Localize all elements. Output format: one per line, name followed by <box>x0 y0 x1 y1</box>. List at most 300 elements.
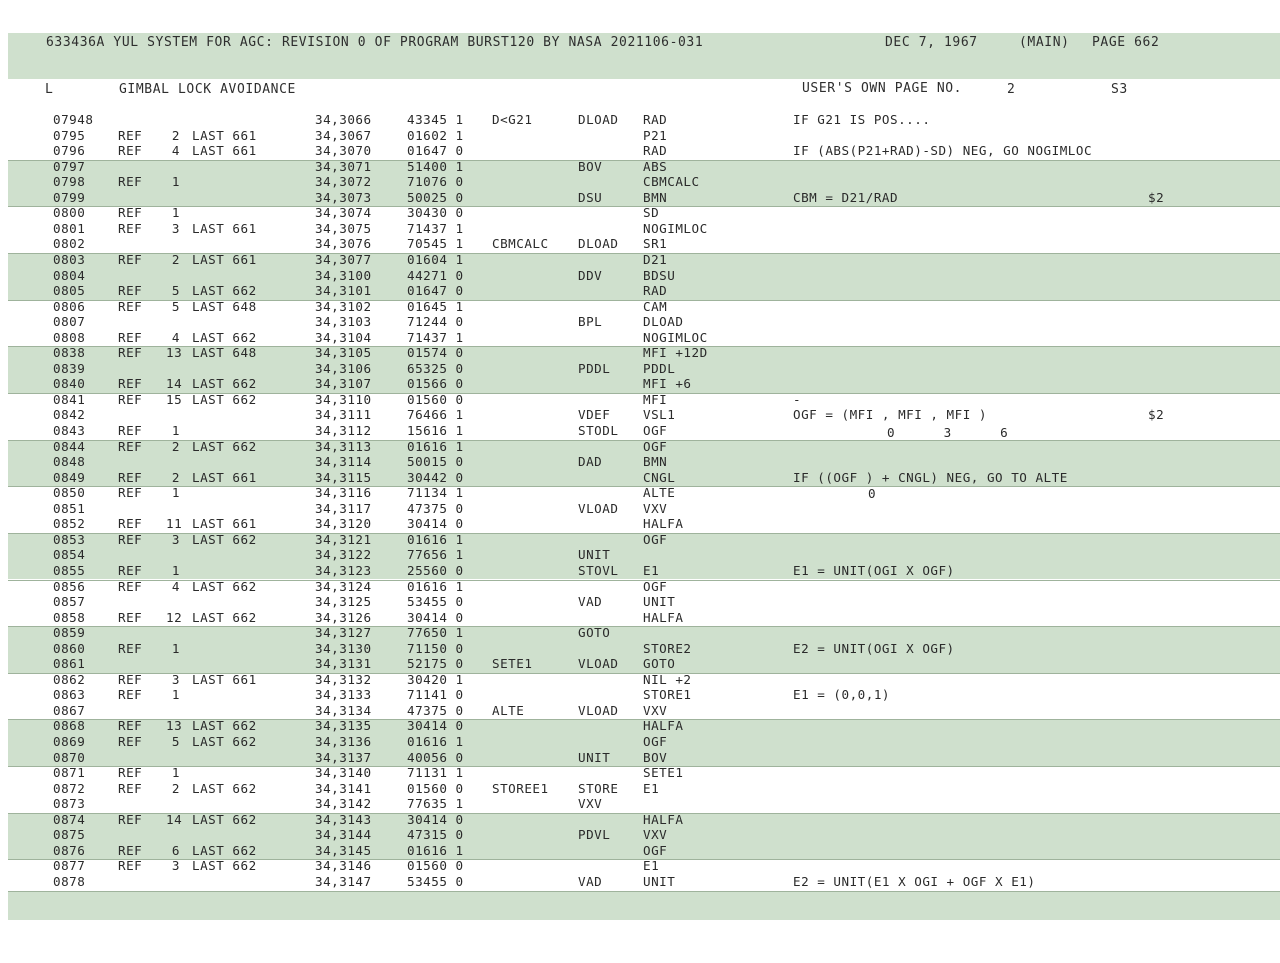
ref-keyword: REF <box>118 718 143 734</box>
ref-keyword: REF <box>118 687 143 703</box>
listing-row <box>0 594 1280 610</box>
octal-code: 71437 1 <box>407 220 464 236</box>
opcode: VLOAD <box>578 702 619 718</box>
opcode: VXV <box>578 796 603 812</box>
address: 34,3071 <box>315 158 372 174</box>
seq-number: 0843 <box>53 423 86 438</box>
octal-code: 01602 1 <box>407 127 464 143</box>
address: 34,3070 <box>315 143 372 159</box>
operand: RAD <box>643 143 668 159</box>
comment: E2 = UNIT(E1 X OGI + OGF X E1) <box>793 873 1036 889</box>
ref-keyword: REF <box>118 609 143 625</box>
operand: MFI <box>643 391 668 407</box>
address: 34,3141 <box>315 780 372 796</box>
ref-keyword: REF <box>118 469 143 485</box>
ref-number: 1 <box>171 687 180 703</box>
address: 34,3103 <box>315 314 372 330</box>
ref-number: 4 <box>171 143 180 159</box>
listing-row <box>0 252 1280 268</box>
operand: OGF <box>643 438 668 454</box>
octal-code: 01560 0 <box>407 391 464 407</box>
opcode: BPL <box>578 314 603 330</box>
opcode: PDVL <box>578 827 611 843</box>
operand: STORE1 <box>643 687 692 703</box>
address: 34,3125 <box>315 594 372 610</box>
address: 34,3143 <box>315 811 372 827</box>
last-page-ref: LAST 661 <box>192 516 257 532</box>
address: 34,3124 <box>315 578 372 594</box>
operand: BMN <box>643 189 668 205</box>
seq-number: 0861 <box>53 656 86 672</box>
operand: VXV <box>643 500 668 516</box>
octal-code: 70545 1 <box>407 236 464 252</box>
seq-number: 0851 <box>53 500 86 516</box>
address: 34,3075 <box>315 220 372 236</box>
listing-row <box>0 796 1280 812</box>
header-page: PAGE 662 <box>1092 35 1160 50</box>
listing-row <box>0 858 1280 874</box>
address: 34,3132 <box>315 671 372 687</box>
ref-keyword: REF <box>118 671 143 687</box>
ref-number: 1 <box>171 485 180 501</box>
header-title: 633436A YUL SYSTEM FOR AGC: REVISION 0 OF PROGRAM BURST120 BY NASA 2021106-031 <box>46 35 704 50</box>
ref-keyword: REF <box>118 531 143 547</box>
listing-row <box>0 516 1280 532</box>
ref-number: 2 <box>171 127 180 143</box>
seq-number: 0844 <box>53 438 86 454</box>
octal-code: 43345 1 <box>407 112 464 127</box>
last-page-ref: LAST 662 <box>192 578 257 594</box>
octal-code: 71134 1 <box>407 485 464 501</box>
comment: E2 = UNIT(OGI X OGF) <box>793 640 955 656</box>
users-page-number: 2 <box>1007 82 1016 97</box>
ref-number: 13 <box>166 345 183 361</box>
ref-keyword: REF <box>118 127 143 143</box>
comment: E1 = (0,0,1) <box>793 687 890 703</box>
operand: SETE1 <box>643 765 684 781</box>
ref-number: 2 <box>171 469 180 485</box>
ref-keyword: REF <box>118 283 143 299</box>
operand: ALTE <box>643 485 676 501</box>
octal-code: 44271 0 <box>407 267 464 283</box>
comment: - <box>793 391 802 407</box>
seq-number: 0808 <box>53 329 86 345</box>
ref-keyword: REF <box>118 734 143 749</box>
ref-keyword: REF <box>118 423 143 438</box>
listing-row <box>0 439 1280 455</box>
ref-number: 14 <box>166 376 183 392</box>
octal-code: 71244 0 <box>407 314 464 330</box>
octal-code: 47315 0 <box>407 827 464 843</box>
address: 34,3127 <box>315 625 372 641</box>
operand: RAD <box>643 283 668 299</box>
listing-row <box>0 703 1280 719</box>
operand: PDDL <box>643 360 676 376</box>
address: 34,3147 <box>315 873 372 889</box>
operand: E1 <box>643 780 660 796</box>
octal-code: 30414 0 <box>407 516 464 532</box>
operand: DLOAD <box>643 314 684 330</box>
address: 34,3144 <box>315 827 372 843</box>
octal-code: 01566 0 <box>407 376 464 392</box>
seq-number: 0878 <box>53 873 86 889</box>
seq-number: 0802 <box>53 236 86 252</box>
statement-label: CBMCALC <box>492 236 549 252</box>
listing-row <box>0 454 1280 470</box>
address: 34,3115 <box>315 469 372 485</box>
last-page-ref: LAST 662 <box>192 283 257 299</box>
listing-row <box>0 672 1280 688</box>
address: 34,3135 <box>315 718 372 734</box>
last-page-ref: LAST 662 <box>192 780 257 796</box>
ref-keyword: REF <box>118 780 143 796</box>
opcode: STORE <box>578 780 619 796</box>
ref-number: 1 <box>171 423 180 438</box>
ref-number: 15 <box>166 391 183 407</box>
seq-number: 0871 <box>53 765 86 781</box>
seq-number: 0842 <box>53 407 86 423</box>
address: 34,3100 <box>315 267 372 283</box>
section-title: GIMBAL LOCK AVOIDANCE <box>119 82 296 97</box>
octal-code: 76466 1 <box>407 407 464 423</box>
address: 34,3145 <box>315 842 372 858</box>
last-page-ref: LAST 661 <box>192 127 257 143</box>
opcode: UNIT <box>578 547 611 563</box>
comment: IF ((OGF ) + CNGL) NEG, GO TO ALTE <box>793 469 1068 485</box>
ref-number: 4 <box>171 329 180 345</box>
ref-keyword: REF <box>118 251 143 267</box>
operand: BDSU <box>643 267 676 283</box>
seq-number: 0801 <box>53 220 86 236</box>
listing-row <box>0 610 1280 626</box>
operand: CNGL <box>643 469 676 485</box>
ref-number: 5 <box>171 298 180 314</box>
address: 34,3133 <box>315 687 372 703</box>
ref-number: 2 <box>171 251 180 267</box>
listing-row <box>0 563 1280 579</box>
listing-row <box>0 641 1280 657</box>
operand: MFI +6 <box>643 376 692 392</box>
seq-number: 0875 <box>53 827 86 843</box>
octal-code: 50025 0 <box>407 189 464 205</box>
opcode: VLOAD <box>578 656 619 672</box>
dollar-marker: $2 <box>1148 407 1165 423</box>
ref-number: 13 <box>166 718 183 734</box>
listing-row <box>0 143 1280 159</box>
ref-number: 3 <box>171 671 180 687</box>
listing-row <box>0 174 1280 190</box>
mfi-subscripts: 0 3 6 <box>887 425 1009 440</box>
seq-number: 0870 <box>53 749 86 765</box>
listing-row <box>0 718 1280 734</box>
seq-number: 0840 <box>53 376 86 392</box>
listing-row <box>0 159 1280 175</box>
octal-code: 77656 1 <box>407 547 464 563</box>
listing-row <box>0 392 1280 408</box>
last-page-ref: LAST 662 <box>192 329 257 345</box>
seq-number: 0877 <box>53 858 86 874</box>
seq-number: 0798 <box>53 174 86 190</box>
listing-row <box>0 345 1280 361</box>
operand: OGF <box>643 734 668 749</box>
opcode: VAD <box>578 594 603 610</box>
ref-keyword: REF <box>118 842 143 858</box>
seq-number: 0872 <box>53 780 86 796</box>
operand: NIL +2 <box>643 671 692 687</box>
last-page-ref: LAST 661 <box>192 251 257 267</box>
listing-row <box>0 812 1280 828</box>
seq-number: 0838 <box>53 345 86 361</box>
octal-code: 30414 0 <box>407 718 464 734</box>
octal-code: 71437 1 <box>407 329 464 345</box>
ref-number: 14 <box>166 811 183 827</box>
last-page-ref: LAST 662 <box>192 376 257 392</box>
opcode: DAD <box>578 454 603 470</box>
address: 34,3126 <box>315 609 372 625</box>
address: 34,3136 <box>315 734 372 749</box>
octal-code: 01560 0 <box>407 780 464 796</box>
seq-number: 0850 <box>53 485 86 501</box>
listing-row <box>0 625 1280 641</box>
octal-code: 01616 1 <box>407 438 464 454</box>
ref-keyword: REF <box>118 640 143 656</box>
address: 34,3105 <box>315 345 372 361</box>
address: 34,3116 <box>315 485 372 501</box>
operand: D21 <box>643 251 668 267</box>
last-page-ref: LAST 662 <box>192 609 257 625</box>
listing-row <box>0 547 1280 563</box>
ref-number: 6 <box>171 842 180 858</box>
seq-number: 0804 <box>53 267 86 283</box>
octal-code: 01616 1 <box>407 578 464 594</box>
statement-label: SETE1 <box>492 656 533 672</box>
octal-code: 53455 0 <box>407 594 464 610</box>
ref-keyword: REF <box>118 376 143 392</box>
listing-row <box>0 656 1280 672</box>
octal-code: 65325 0 <box>407 360 464 376</box>
octal-code: 01616 1 <box>407 842 464 858</box>
last-page-ref: LAST 662 <box>192 858 257 874</box>
address: 34,3114 <box>315 454 372 470</box>
last-page-ref: LAST 661 <box>192 220 257 236</box>
address: 34,3111 <box>315 407 372 423</box>
listing-row <box>0 687 1280 703</box>
address: 34,3121 <box>315 531 372 547</box>
ref-keyword: REF <box>118 174 143 190</box>
ref-keyword: REF <box>118 329 143 345</box>
address: 34,3072 <box>315 174 372 190</box>
address: 34,3123 <box>315 562 372 578</box>
users-page-label: USER'S OWN PAGE NO. <box>802 81 963 96</box>
address: 34,3131 <box>315 656 372 672</box>
comment: IF (ABS(P21+RAD)-SD) NEG, GO NOGIMLOC <box>793 143 1093 159</box>
listing-row <box>0 268 1280 284</box>
seq-number: 0873 <box>53 796 86 812</box>
seq-number: 0855 <box>53 562 86 578</box>
listing-row <box>0 361 1280 377</box>
listing-row <box>0 112 1280 128</box>
octal-code: 25560 0 <box>407 562 464 578</box>
opcode: STODL <box>578 423 619 438</box>
seq-number: 0803 <box>53 251 86 267</box>
listing-row <box>0 205 1280 221</box>
ref-keyword: REF <box>118 391 143 407</box>
listing-row <box>0 750 1280 766</box>
operand: HALFA <box>643 609 684 625</box>
octal-code: 47375 0 <box>407 702 464 718</box>
seq-number: 0841 <box>53 391 86 407</box>
listing-row <box>0 236 1280 252</box>
octal-code: 01616 1 <box>407 531 464 547</box>
listing-row <box>0 299 1280 315</box>
footer-band <box>8 892 1280 920</box>
comment: IF G21 IS POS.... <box>793 112 931 127</box>
octal-code: 52175 0 <box>407 656 464 672</box>
operand: SR1 <box>643 236 668 252</box>
octal-code: 30442 0 <box>407 469 464 485</box>
octal-code: 71150 0 <box>407 640 464 656</box>
octal-code: 01647 0 <box>407 283 464 299</box>
operand: CBMCALC <box>643 174 700 190</box>
statement-label: D<G21 <box>492 112 533 127</box>
octal-code: 15616 1 <box>407 423 464 438</box>
operand: RAD <box>643 112 668 127</box>
listing-row <box>0 765 1280 781</box>
operand: OGF <box>643 531 668 547</box>
octal-code: 77650 1 <box>407 625 464 641</box>
ref-number: 5 <box>171 283 180 299</box>
ref-number: 1 <box>171 765 180 781</box>
seq-number: 0862 <box>53 671 86 687</box>
octal-code: 47375 0 <box>407 500 464 516</box>
operand: HALFA <box>643 516 684 532</box>
octal-code: 51400 1 <box>407 158 464 174</box>
opcode: VAD <box>578 873 603 889</box>
operand: CAM <box>643 298 668 314</box>
comment: OGF = (MFI , MFI , MFI ) <box>793 407 987 423</box>
statement-label: STOREE1 <box>492 780 549 796</box>
seq-number: 0807 <box>53 314 86 330</box>
listing-row <box>0 781 1280 797</box>
seq-number: 0796 <box>53 143 86 159</box>
last-page-ref: LAST 662 <box>192 842 257 858</box>
operand: UNIT <box>643 873 676 889</box>
address: 34,3106 <box>315 360 372 376</box>
seq-number: 0854 <box>53 547 86 563</box>
seq-number: 0849 <box>53 469 86 485</box>
address: 34,3142 <box>315 796 372 812</box>
listing-row <box>0 843 1280 859</box>
operand: HALFA <box>643 718 684 734</box>
opcode: STOVL <box>578 562 619 578</box>
ref-number: 3 <box>171 858 180 874</box>
address: 34,3066 <box>315 112 372 127</box>
ref-number: 3 <box>171 531 180 547</box>
listing-row <box>0 485 1280 501</box>
ref-number: 11 <box>166 516 183 532</box>
listing-row <box>0 874 1280 890</box>
address: 34,3102 <box>315 298 372 314</box>
address: 34,3120 <box>315 516 372 532</box>
operand: ABS <box>643 158 668 174</box>
ogf-subscript: 0 <box>868 486 877 501</box>
operand: HALFA <box>643 811 684 827</box>
ref-number: 12 <box>166 609 183 625</box>
octal-code: 50015 0 <box>407 454 464 470</box>
ref-keyword: REF <box>118 811 143 827</box>
last-page-ref: LAST 661 <box>192 143 257 159</box>
listing-row <box>0 501 1280 517</box>
ref-number: 1 <box>171 640 180 656</box>
address: 34,3073 <box>315 189 372 205</box>
listing-row <box>0 330 1280 346</box>
opcode: DLOAD <box>578 236 619 252</box>
opcode: UNIT <box>578 749 611 765</box>
octal-code: 71131 1 <box>407 765 464 781</box>
address: 34,3101 <box>315 283 372 299</box>
operand: P21 <box>643 127 668 143</box>
address: 34,3074 <box>315 205 372 221</box>
s3-marker: S3 <box>1111 82 1128 97</box>
listing-row <box>0 423 1280 439</box>
octal-code: 30430 0 <box>407 205 464 221</box>
octal-code: 40056 0 <box>407 749 464 765</box>
seq-number: 0868 <box>53 718 86 734</box>
octal-code: 71076 0 <box>407 174 464 190</box>
address: 34,3137 <box>315 749 372 765</box>
seq-number: 0857 <box>53 594 86 610</box>
address: 34,3113 <box>315 438 372 454</box>
address: 34,3146 <box>315 858 372 874</box>
listing-row <box>0 734 1280 750</box>
seq-number: 0858 <box>53 609 86 625</box>
octal-code: 53455 0 <box>407 873 464 889</box>
address: 34,3130 <box>315 640 372 656</box>
seq-number: 0795 <box>53 127 86 143</box>
ref-keyword: REF <box>118 578 143 594</box>
listing-row <box>0 407 1280 423</box>
seq-number: 0806 <box>53 298 86 314</box>
opcode: VLOAD <box>578 500 619 516</box>
last-page-ref: LAST 662 <box>192 531 257 547</box>
seq-number: 07948 <box>53 112 94 127</box>
listing-row <box>0 827 1280 843</box>
ref-keyword: REF <box>118 143 143 159</box>
seq-number: 0856 <box>53 578 86 594</box>
address: 34,3117 <box>315 500 372 516</box>
seq-number: 0852 <box>53 516 86 532</box>
seq-number: 0859 <box>53 625 86 641</box>
operand: NOGIMLOC <box>643 329 708 345</box>
opcode: GOTO <box>578 625 611 641</box>
last-page-ref: LAST 662 <box>192 391 257 407</box>
operand: NOGIMLOC <box>643 220 708 236</box>
opcode: BOV <box>578 158 603 174</box>
last-page-ref: LAST 648 <box>192 345 257 361</box>
octal-code: 30420 1 <box>407 671 464 687</box>
address: 34,3112 <box>315 423 372 438</box>
ref-keyword: REF <box>118 765 143 781</box>
listing-row <box>0 128 1280 144</box>
address: 34,3067 <box>315 127 372 143</box>
octal-code: 30414 0 <box>407 609 464 625</box>
octal-code: 71141 0 <box>407 687 464 703</box>
opcode: DLOAD <box>578 112 619 127</box>
seq-number: 0860 <box>53 640 86 656</box>
operand: OGF <box>643 423 668 438</box>
operand: VSL1 <box>643 407 676 423</box>
seq-number: 0876 <box>53 842 86 858</box>
